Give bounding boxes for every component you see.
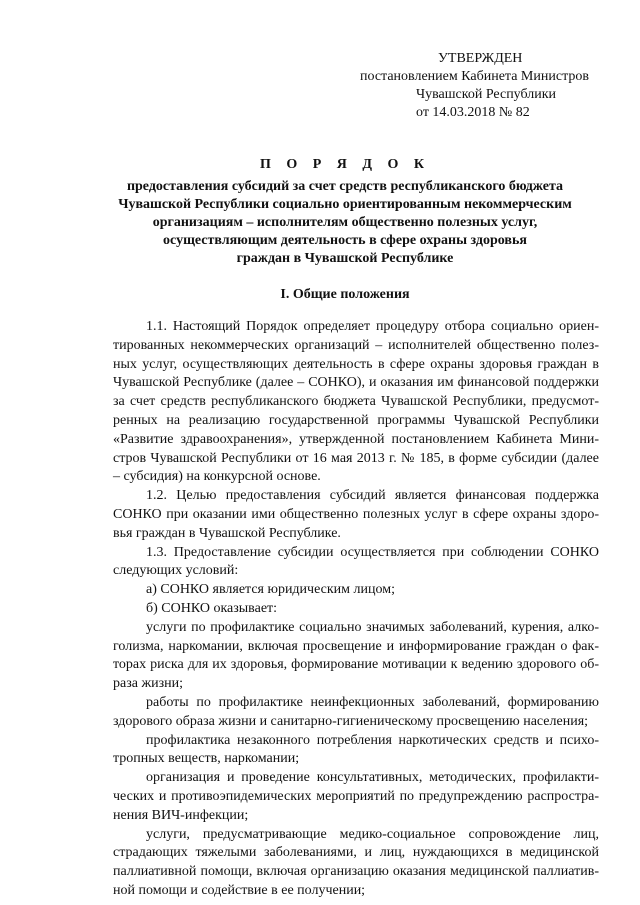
text-line: профилактика незаконного потребления наркотических средств и психо- [146,732,599,748]
text-line: раза жизни; [113,676,184,692]
approval-authority: постановлением Кабинета Министров [360,69,589,84]
text-line: 1.1. Настоящий Порядок определяет процедуру отбора социально ориен- [146,319,599,334]
text-line: ренных на реализацию государственной программы Чувашской Республики [113,412,599,428]
text-line: б) СОНКО оказывает: [146,600,278,616]
text-line: – субсидия) на конкурсной основе. [113,469,321,485]
text-line: а) СОНКО является юридическим лицом; [146,582,395,598]
text-line: Чувашской Республике (далее – СОНКО), и оказания им финансовой поддержки [113,375,599,391]
text-line: ных услуг, осуществляющих деятельность в сфере охраны здоровья граждан в [113,356,599,372]
section-heading: I. Общие положения [280,287,410,302]
text-line: страдающих тяжелыми заболеваниями, и лиц, нуждающихся в медицинской [113,845,599,861]
title-word: П О Р Я Д О К [259,157,431,172]
text-line: тированных некоммерческих организаций – исполнителей общественно полез- [113,337,599,353]
text-line: голизма, наркомании, включая просвещение и информирование граждан о фак- [113,638,599,654]
text-line: следующих условий: [113,563,239,579]
text-line: тропных веществ, наркомании; [113,751,300,767]
text-line: здорового образа жизни и санитарно-гигиеническому просвещению населения; [113,713,589,729]
text-line: за счет средств республиканского бюджета Чувашской Республики, предусмот- [113,394,599,410]
approval-stamp [360,50,610,122]
text-line: вья граждан в Чувашской Республике. [113,525,341,541]
text-line: 1.2. Целью предоставления субсидий является финансовая поддержка [146,488,599,504]
body-text [113,318,599,901]
text-line: паллиативной помощи, включая организацию оказания медицинской паллиатив- [113,864,599,880]
text-line: организация и проведение консультативных, методических, профилакти- [146,770,599,786]
text-line: услуги, предусматривающие медико-социальное сопровождение лиц, [146,826,599,842]
document-title [100,156,590,268]
text-line: работы по профилактике неинфекционных заболеваний, формированию [146,694,599,710]
text-line: услуги по профилактике социально значимых заболеваний, курения, алко- [146,619,599,635]
text-line: торах риска для их здоровья, формирование мотивации к ведению здорового об- [113,657,599,673]
title-line: осуществляющим деятельность в сфере охраны здоровья [163,233,527,248]
text-line: СОНКО при оказании ими общественно полезных услуг в сфере охраны здоро- [113,506,599,522]
text-line: ной помощи и содействие в ее получении; [113,882,366,898]
title-line: Чувашской Республики социально ориентированным некоммерческим [118,197,572,212]
text-line: нения ВИЧ-инфекции; [113,807,249,823]
approval-heading: УТВЕРЖДЕН [438,51,523,66]
approval-date-number: от 14.03.2018 № 82 [416,105,530,120]
text-line: 1.3. Предоставление субсидии осуществляется при соблюдении СОНКО [146,544,599,560]
title-line: организациям – исполнителям общественно полезных услуг, [152,215,538,230]
text-line: стров Чувашской Республики от 16 мая 2013 г. № 185, в форме субсидии (далее [113,450,599,466]
text-line: ческих и противоэпидемических мероприятий по предупреждению распростра- [113,788,599,804]
title-line: предоставления субсидий за счет средств республиканского бюджета [126,179,564,194]
text-line: «Развитие здравоохранения», утвержденной постановлением Кабинета Мини- [113,431,599,447]
approval-region: Чувашской Республики [416,87,557,102]
title-line: граждан в Чувашской Республике [236,251,454,266]
